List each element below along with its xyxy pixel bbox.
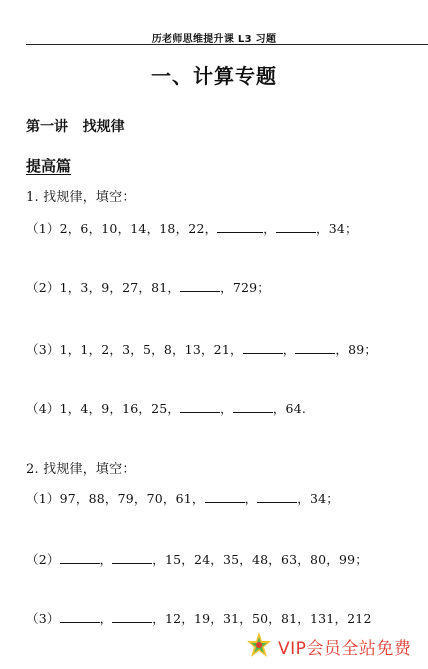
vip-badge-text: VIP会员全站免费 <box>278 638 412 659</box>
sequence-text-end: ，34； <box>316 221 358 236</box>
sequence-text: 2，6，10，14，18，22， <box>59 221 218 236</box>
item-label: （3） <box>26 342 60 357</box>
sequence-text-end: ，34； <box>297 491 340 506</box>
separator: ， <box>282 342 296 357</box>
sequence-text: 1，1，2，3，5，8，13，21， <box>59 342 243 357</box>
item-label: （2） <box>26 552 60 567</box>
sequence-text-end: ，12，19，31，50，81，131，212 <box>152 611 372 626</box>
answer-blank[interactable] <box>112 553 152 564</box>
sequence-text-end: ，89； <box>335 342 378 357</box>
separator: ， <box>263 221 276 236</box>
q1-item-1 <box>26 219 358 237</box>
sequence-text-end: ，64. <box>272 401 307 416</box>
separator: ， <box>244 491 258 506</box>
sequence-text: 1，4，9，16，25， <box>59 401 181 416</box>
q1-item-2 <box>26 278 270 296</box>
lecture-title: 第一讲 找规律 <box>26 119 125 135</box>
answer-blank[interactable] <box>233 402 273 413</box>
vip-badge[interactable] <box>246 630 411 662</box>
separator: ， <box>220 401 233 416</box>
item-label: （1） <box>26 491 60 506</box>
q2-item-3 <box>26 609 372 627</box>
q1-item-4 <box>26 399 306 417</box>
sequence-text: 1，3，9，27，81， <box>59 280 181 295</box>
sequence-text: 97，88，79，70，61， <box>59 491 205 506</box>
sequence-text-end: ，729； <box>220 280 270 295</box>
question-2-title: 2. 找规律，填空： <box>26 462 136 477</box>
q2-item-1 <box>26 489 339 507</box>
q1-item-3 <box>26 340 377 358</box>
question-1-title: 1. 找规律，填空： <box>26 190 136 205</box>
page-header-title: 历老师思维提升课 L3 习题 <box>151 34 277 45</box>
q2-item-2 <box>26 550 368 568</box>
answer-blank[interactable] <box>180 402 220 413</box>
item-label: （1） <box>26 221 60 236</box>
answer-blank[interactable] <box>257 492 297 503</box>
separator: ， <box>99 611 113 626</box>
answer-blank[interactable] <box>243 343 283 354</box>
answer-blank[interactable] <box>217 222 263 233</box>
answer-blank[interactable] <box>60 612 100 623</box>
item-label: （3） <box>26 611 60 626</box>
answer-blank[interactable] <box>60 553 100 564</box>
item-label: （4） <box>26 401 60 416</box>
sequence-text-end: ，15，24，35，48，63，80，99； <box>152 552 369 567</box>
answer-blank[interactable] <box>205 492 245 503</box>
answer-blank[interactable] <box>180 281 220 292</box>
section-title: 提高篇 <box>26 157 72 175</box>
header-divider <box>26 44 428 45</box>
chapter-title: 一、计算专题 <box>151 64 277 88</box>
item-label: （2） <box>26 280 60 295</box>
answer-blank[interactable] <box>295 343 335 354</box>
answer-blank[interactable] <box>276 222 316 233</box>
star-logo-icon <box>246 631 272 661</box>
separator: ， <box>99 552 113 567</box>
answer-blank[interactable] <box>112 612 152 623</box>
